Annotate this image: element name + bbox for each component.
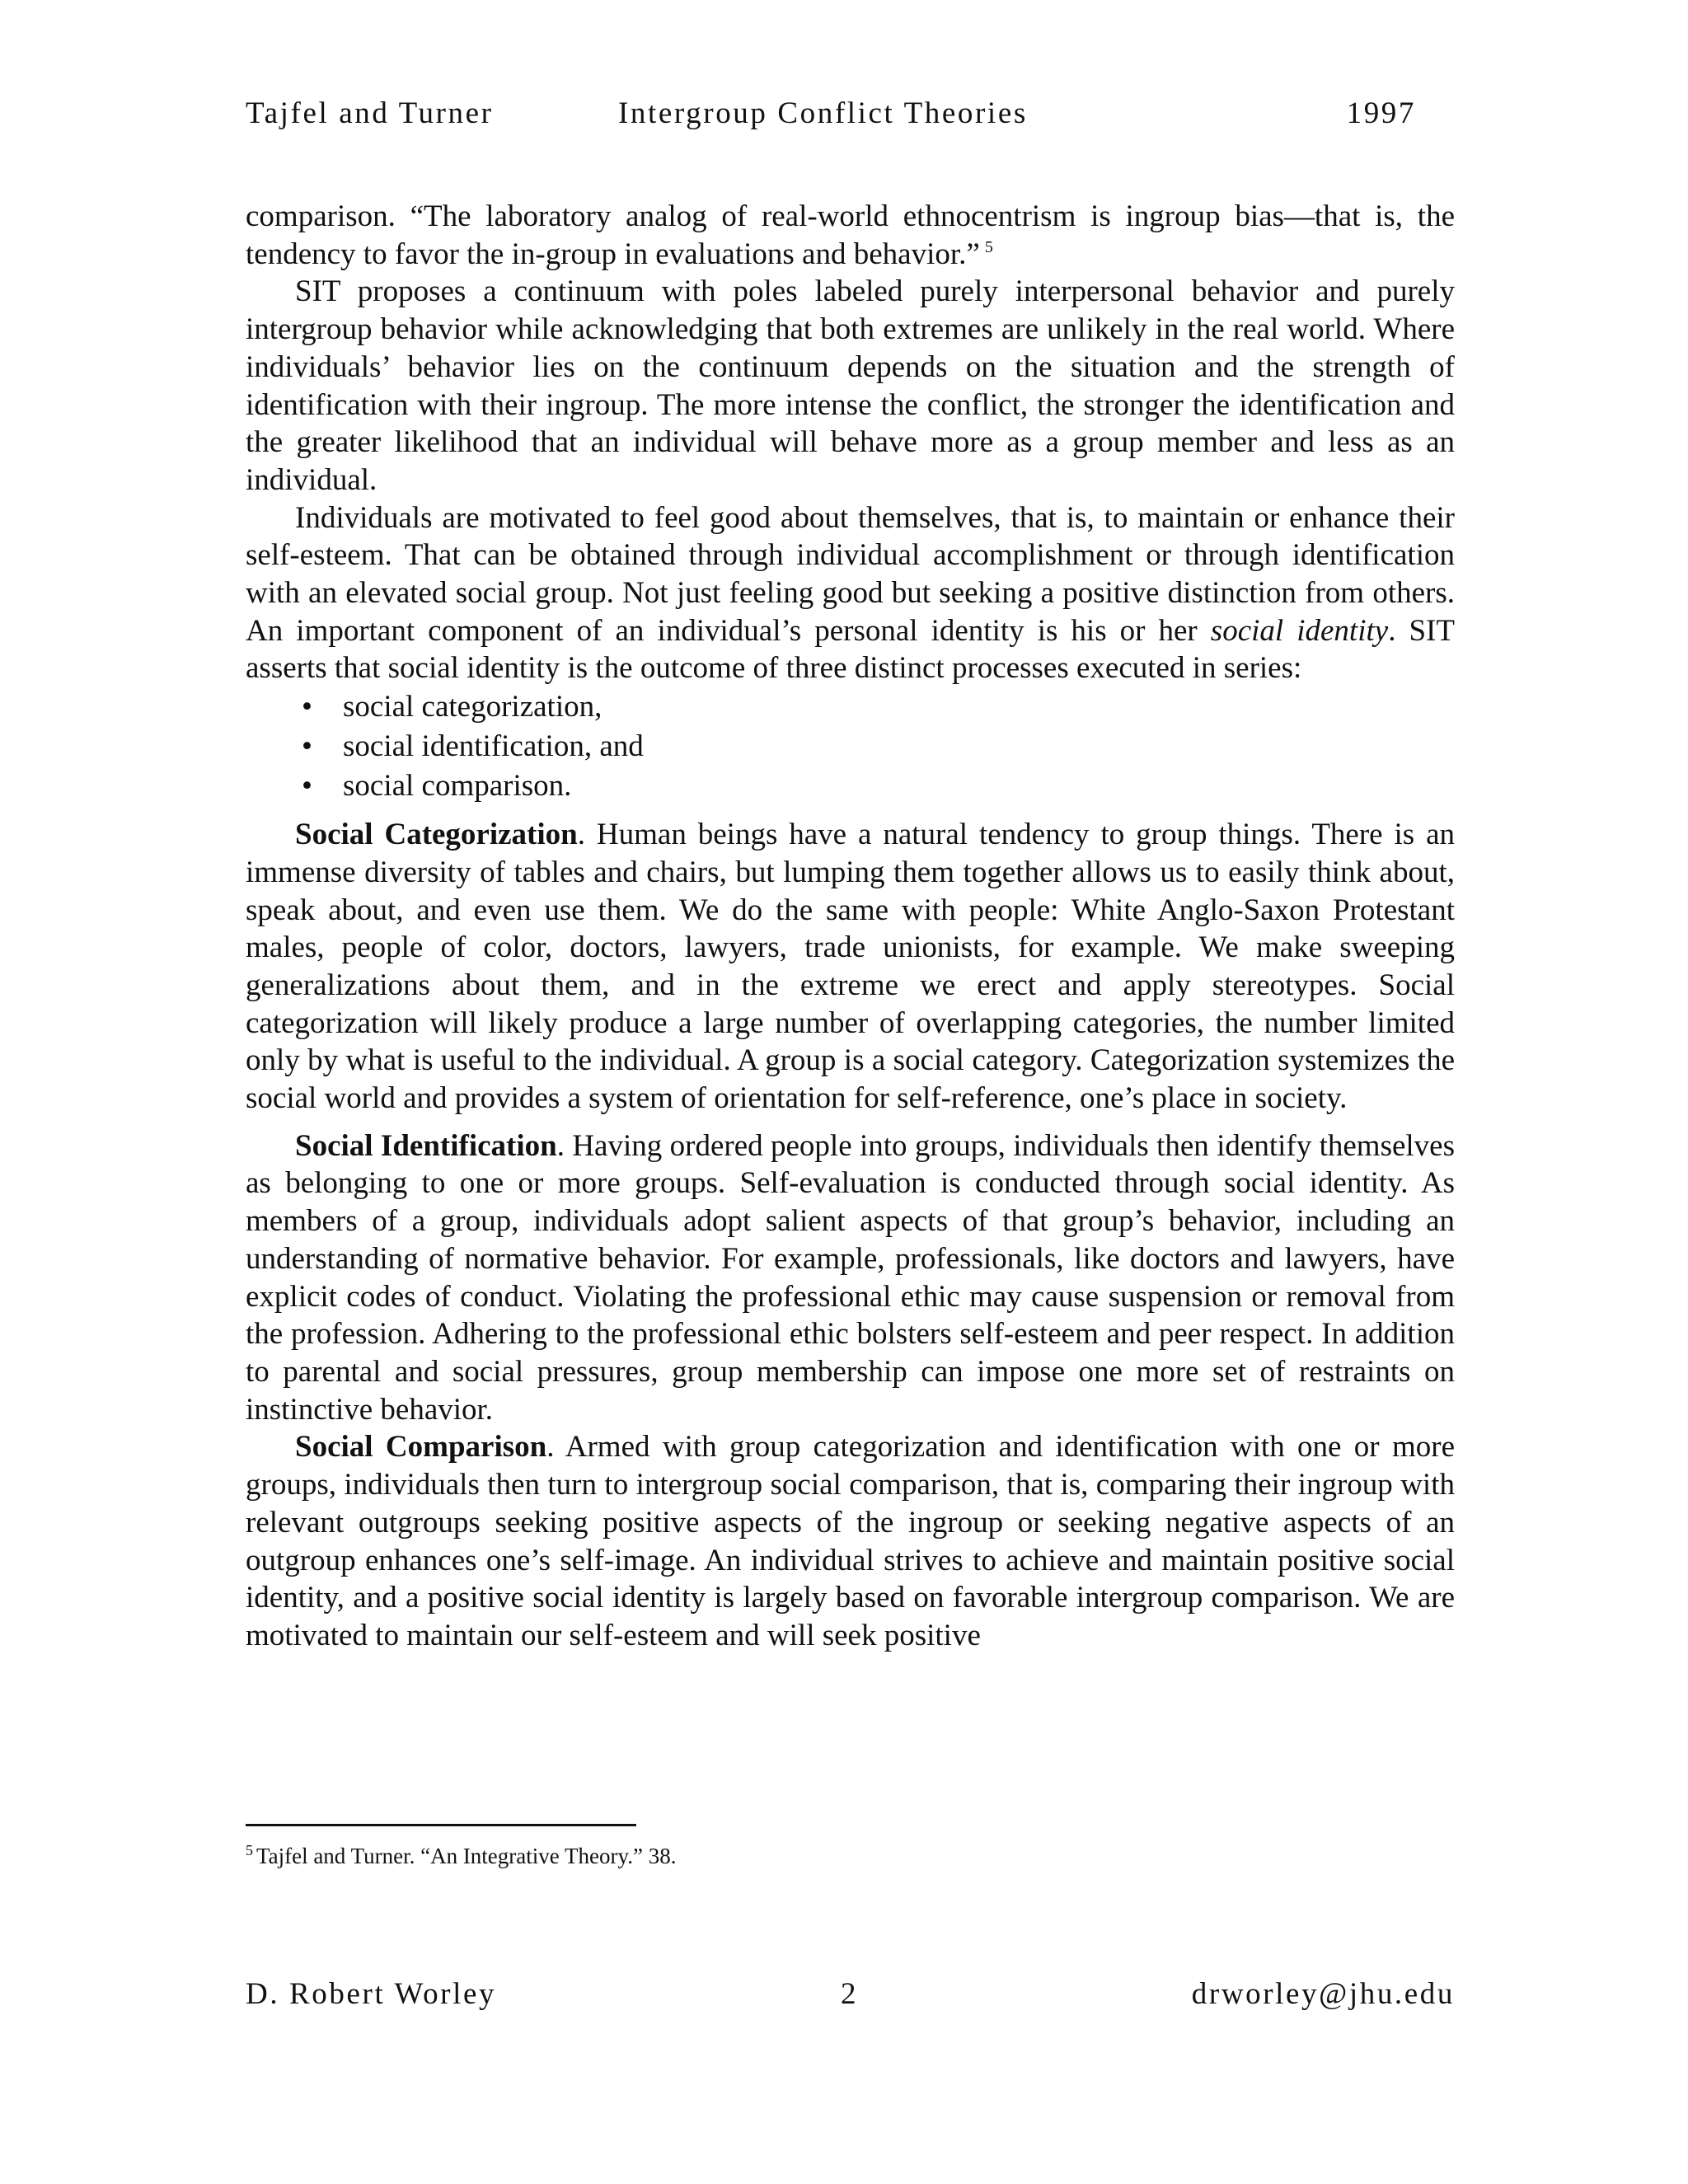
paragraph-self-esteem [246,499,1455,688]
section-text-identification: . Having ordered people into groups, individuals then identify themselves as belonging to one or more groups. Self-evaluation is conducted through social identity. As members of a group, individuals adopt salient aspects of that group’s behavior, including an understanding of normative behavior. For example, professionals, like doctors and lawyers, have explicit codes of conduct. Violating the professional ethic may cause suspension or removal from the profession. Adhering to the professional ethic bolsters self-esteem and peer respect. In addition to parental and social pressures, group membership can impose one more set of restraints on instinctive behavior. [246,1128,1455,1427]
list-item-text: social identification, and [343,729,644,764]
paragraph-self-esteem-after: . SIT asserts that social identity is the outcome of three distinct processes executed in series: [246,613,1455,686]
running-header [246,96,1416,142]
bullet-icon: • [302,690,312,724]
section-heading-categorization: Social Categorization [295,818,578,852]
footer-email[interactable]: drworley@jhu.edu [1191,1977,1455,2011]
footer-author: D. Robert Worley [246,1977,497,2011]
list-item [246,766,1455,806]
paragraph-sit-continuum: SIT proposes a continuum with poles labeled purely interpersonal behavior and purely intergroup behavior while acknowledging that both extremes are unlikely in the real world. Where individuals’ behavior lies on the continuum depends on the situation and the strength of identification with their ingroup. The more intense the conflict, the stronger the identification and the greater likelihood that an individual will behave more as a group member and less as an individual. [246,274,1455,497]
list-item-text: social comparison. [343,769,572,804]
section-heading-comparison: Social Comparison [295,1430,547,1465]
section-text-comparison: . Armed with group categorization and identification with one or more groups, individuals then turn to intergroup social comparison, that is, comparing their ingroup with relevant outgroups seeking positive aspects of the ingroup or seeking negative aspects of an outgroup enhances one’s self-image. An individual strives to achieve and maintain positive social identity, and a positive social identity is largely based on favorable intergroup comparison. We are motivated to maintain our self-esteem and will seek positive [246,1430,1455,1652]
footnote-marker: 5 [246,1842,253,1858]
footnote-text: Tajfel and Turner. “An Integrative Theory.” 38. [256,1844,677,1868]
header-title: Intergroup Conflict Theories [618,96,1028,130]
list-item [246,727,1455,766]
list-item [246,687,1455,727]
paragraph-self-esteem-before: Individuals are motivated to feel good about themselves, that is, to maintain or enhance their self-esteem. That can be obtained through individual accomplishment or through identification with an elevated social group. Not just feeling good but seeking a positive distinction from others. An important component of an individual’s personal identity is his or her [246,500,1455,648]
footnote-reference[interactable]: 5 [984,238,993,257]
paragraph-continuation-text: comparison. “The laboratory analog of real-world ethnocentrism is ingroup bias—that is, the tendency to favor the in-group in evaluations and behavior.” [246,199,1455,271]
section-heading-identification: Social Identification [295,1128,557,1163]
running-footer [246,1976,1455,2022]
page-number: 2 [841,1977,859,2011]
social-identity-emphasis: social identity [1210,613,1389,648]
section-social-categorization [246,816,1455,1118]
footnote-separator [246,1824,636,1826]
process-list [246,687,1455,806]
list-item-text: social categorization, [343,690,603,724]
bullet-icon: • [302,769,312,804]
header-year: 1997 [1346,96,1416,130]
section-social-identification [246,1127,1455,1429]
body-text [246,198,1455,1655]
section-social-comparison [246,1428,1455,1654]
section-text-categorization: . Human beings have a natural tendency to group things. There is an immense diversity of tables and chairs, but lumping them together allows us to easily think about, speak about, and even use them. We do the same with people: White Anglo-Saxon Protestant males, people of color, doctors, lawyers, trade unionists, for example. We make sweeping generalizations about them, and in the extreme we erect and apply stereotypes. Social categorization will likely produce a large number of overlapping categories, the number limited only by what is useful to the individual. A group is a social category. Categorization systemizes the social world and provides a system of orientation for self-reference, one’s place in society. [246,818,1456,1116]
bullet-icon: • [302,729,312,764]
footnote [246,1840,676,1872]
header-author: Tajfel and Turner [246,96,494,130]
paragraph-continuation [246,198,1455,273]
